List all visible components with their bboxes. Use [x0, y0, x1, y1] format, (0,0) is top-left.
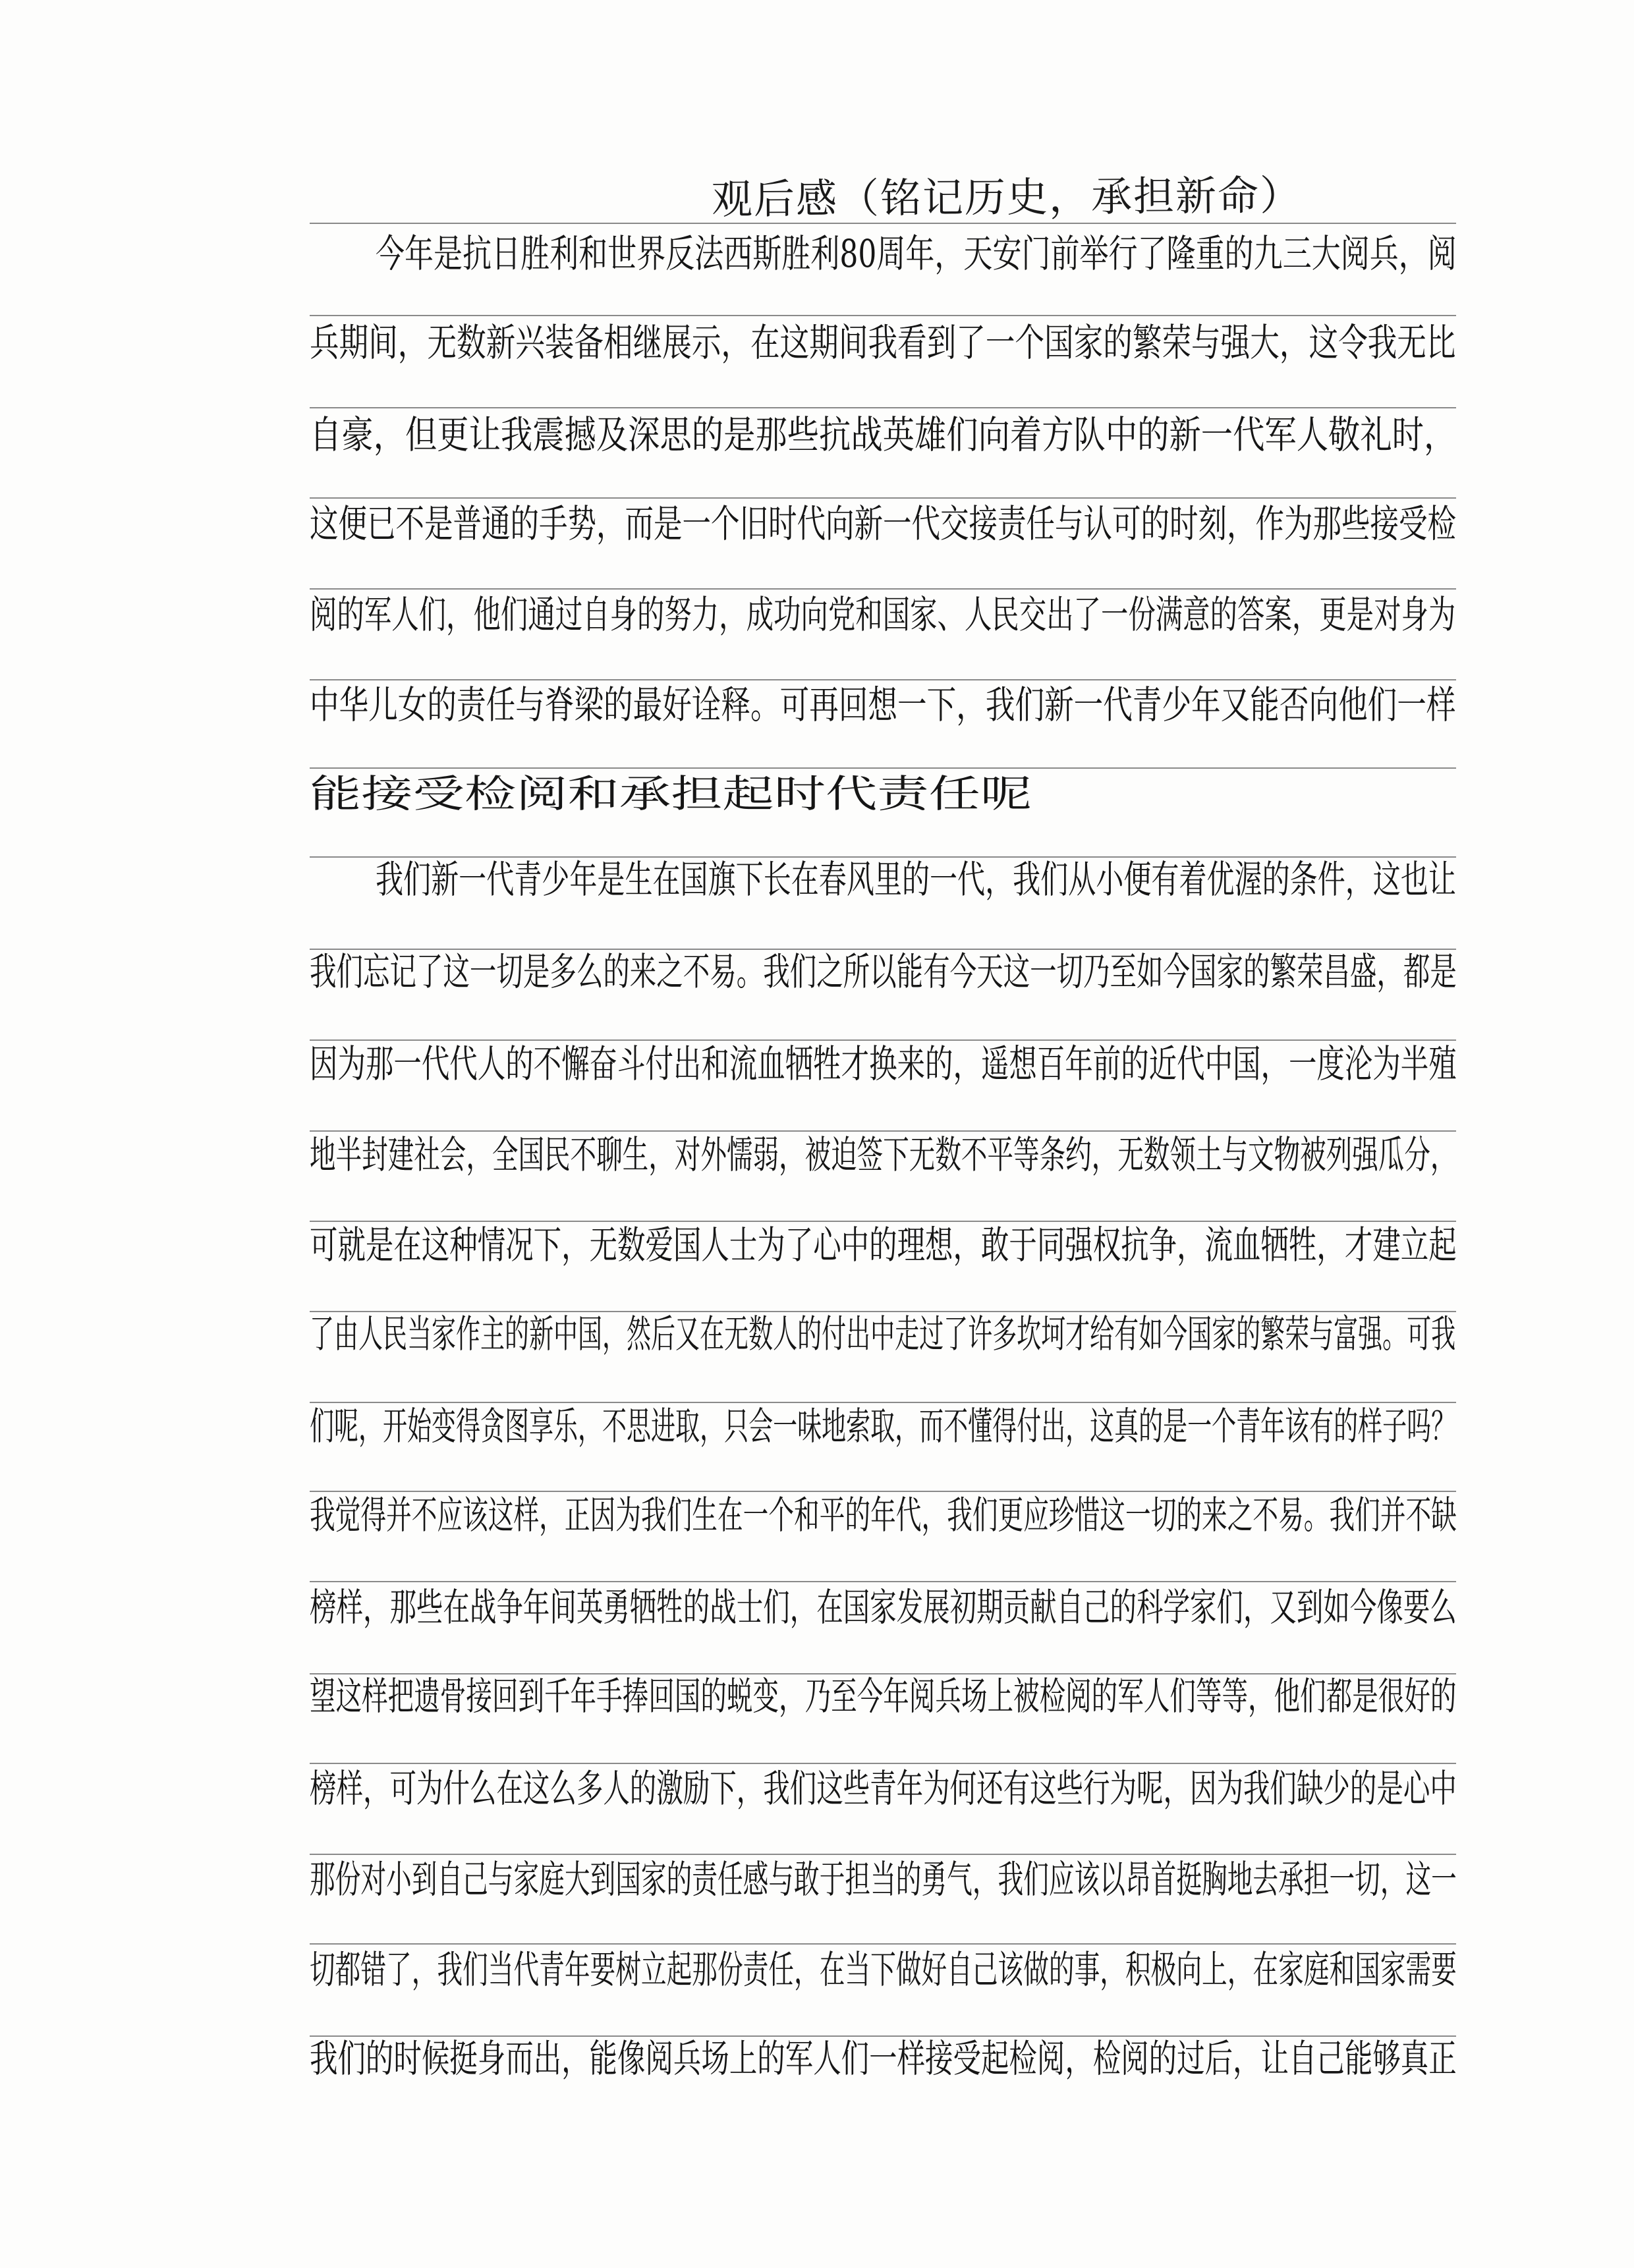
essay-line: 榜样，可为什么在这么多人的激励下，我们这些青年为何还有这些行为呢，因为我们缺少的是心中	[310, 1766, 1457, 1811]
ruled-line	[310, 1039, 1456, 1041]
essay-line: 那份对小到自己与家庭大到国家的责任感与敢于担当的勇气，我们应该以昂首挺胸地去承担一切，这一	[310, 1857, 1457, 1902]
ruled-line	[310, 1311, 1456, 1312]
essay-line: 们呢，开始变得贪图享乐，不思进取，只会一味地索取，而不懂得付出，这真的是一个青年该有的样子吗？	[310, 1404, 1456, 1449]
essay-title: 观后感（铭记历史，承担新命）	[711, 171, 1303, 224]
essay-line: 切都错了，我们当代青年要树立起那份责任，在当下做好自己该做的事，积极向上，在家庭和国家需要	[310, 1947, 1457, 1992]
essay-line: 因为那一代代人的不懈奋斗付出和流血牺牲才换来的，遥想百年前的近代中国，一度沦为半殖	[310, 1041, 1457, 1086]
ruled-line	[310, 1221, 1456, 1222]
ruled-line	[310, 949, 1456, 950]
essay-line: 可就是在这种情况下，无数爱国人士为了心中的理想，敢于同强权抗争，流血牺牲，才建立起	[310, 1223, 1457, 1267]
ruled-line	[310, 1402, 1456, 1403]
ruled-line	[310, 223, 1456, 224]
ruled-line	[310, 1673, 1456, 1674]
essay-line: 我觉得并不应该这样，正因为我们生在一个和平的年代，我们更应珍惜这一切的来之不易。我们并不缺	[310, 1493, 1457, 1537]
essay-line: 自豪，但更让我震撼及深思的是那些抗战英雄们向着方队中的新一代军人敬礼时，	[310, 412, 1456, 457]
essay-line: 我们忘记了这一切是多么的来之不易。我们之所以能有今天这一切乃至如今国家的繁荣昌盛，都是	[310, 949, 1457, 994]
essay-line: 榜样，那些在战争年间英勇牺牲的战士们，在国家发展初期贡献自己的科学家们，又到如今像要么	[310, 1585, 1457, 1630]
ruled-line	[310, 1763, 1456, 1764]
essay-line: 兵期间，无数新兴装备相继展示，在这期间我看到了一个国家的繁荣与强大，这令我无比	[310, 320, 1456, 365]
ruled-line	[310, 1854, 1456, 1855]
ruled-line	[310, 315, 1456, 316]
ruled-line	[310, 407, 1456, 408]
essay-line: 地半封建社会，全国民不聊生，对外懦弱，被迫签下无数不平等条约，无数领土与文物被列强瓜分，	[310, 1132, 1457, 1177]
essay-line: 望这样把遗骨接回到千年手捧回国的蜕变，乃至今年阅兵场上被检阅的军人们等等，他们都是很好的	[310, 1674, 1457, 1719]
ruled-line	[310, 1943, 1456, 1945]
essay-line: 这便已不是普通的手势，而是一个旧时代向新一代交接责任与认可的时刻，作为那些接受检	[310, 501, 1457, 546]
ruled-line	[310, 1581, 1456, 1582]
essay-line: 我们的时候挺身而出，能像阅兵场上的军人们一样接受起检阅，检阅的过后，让自己能够真正	[310, 2036, 1457, 2081]
essay-line: 中华儿女的责任与脊梁的最好诠释。可再回想一下，我们新一代青少年又能否向他们一样	[310, 682, 1456, 727]
ruled-line	[310, 856, 1456, 858]
essay-line: 我们新一代青少年是生在国旗下长在春风里的一代，我们从小便有着优渥的条件，这也让	[376, 857, 1456, 902]
ruled-line	[310, 2035, 1456, 2037]
essay-line: 今年是抗日胜利和世界反法西斯胜利80周年，天安门前举行了隆重的九三大阅兵，阅	[376, 231, 1457, 276]
ruled-line	[310, 1130, 1456, 1132]
ruled-line	[310, 679, 1456, 680]
essay-line: 能接受检阅和承担起时代责任呢	[310, 771, 1032, 816]
ruled-line	[310, 588, 1456, 590]
ruled-line	[310, 767, 1456, 769]
ruled-line	[310, 497, 1456, 499]
essay-line: 了由人民当家作主的新中国，然后又在无数人的付出中走过了许多坎坷才给有如今国家的繁荣与富强。可我	[310, 1312, 1456, 1356]
essay-line: 阅的军人们，他们通过自身的努力，成功向党和国家、人民交出了一份满意的答案，更是对身为	[310, 592, 1456, 637]
ruled-line	[310, 1491, 1456, 1492]
